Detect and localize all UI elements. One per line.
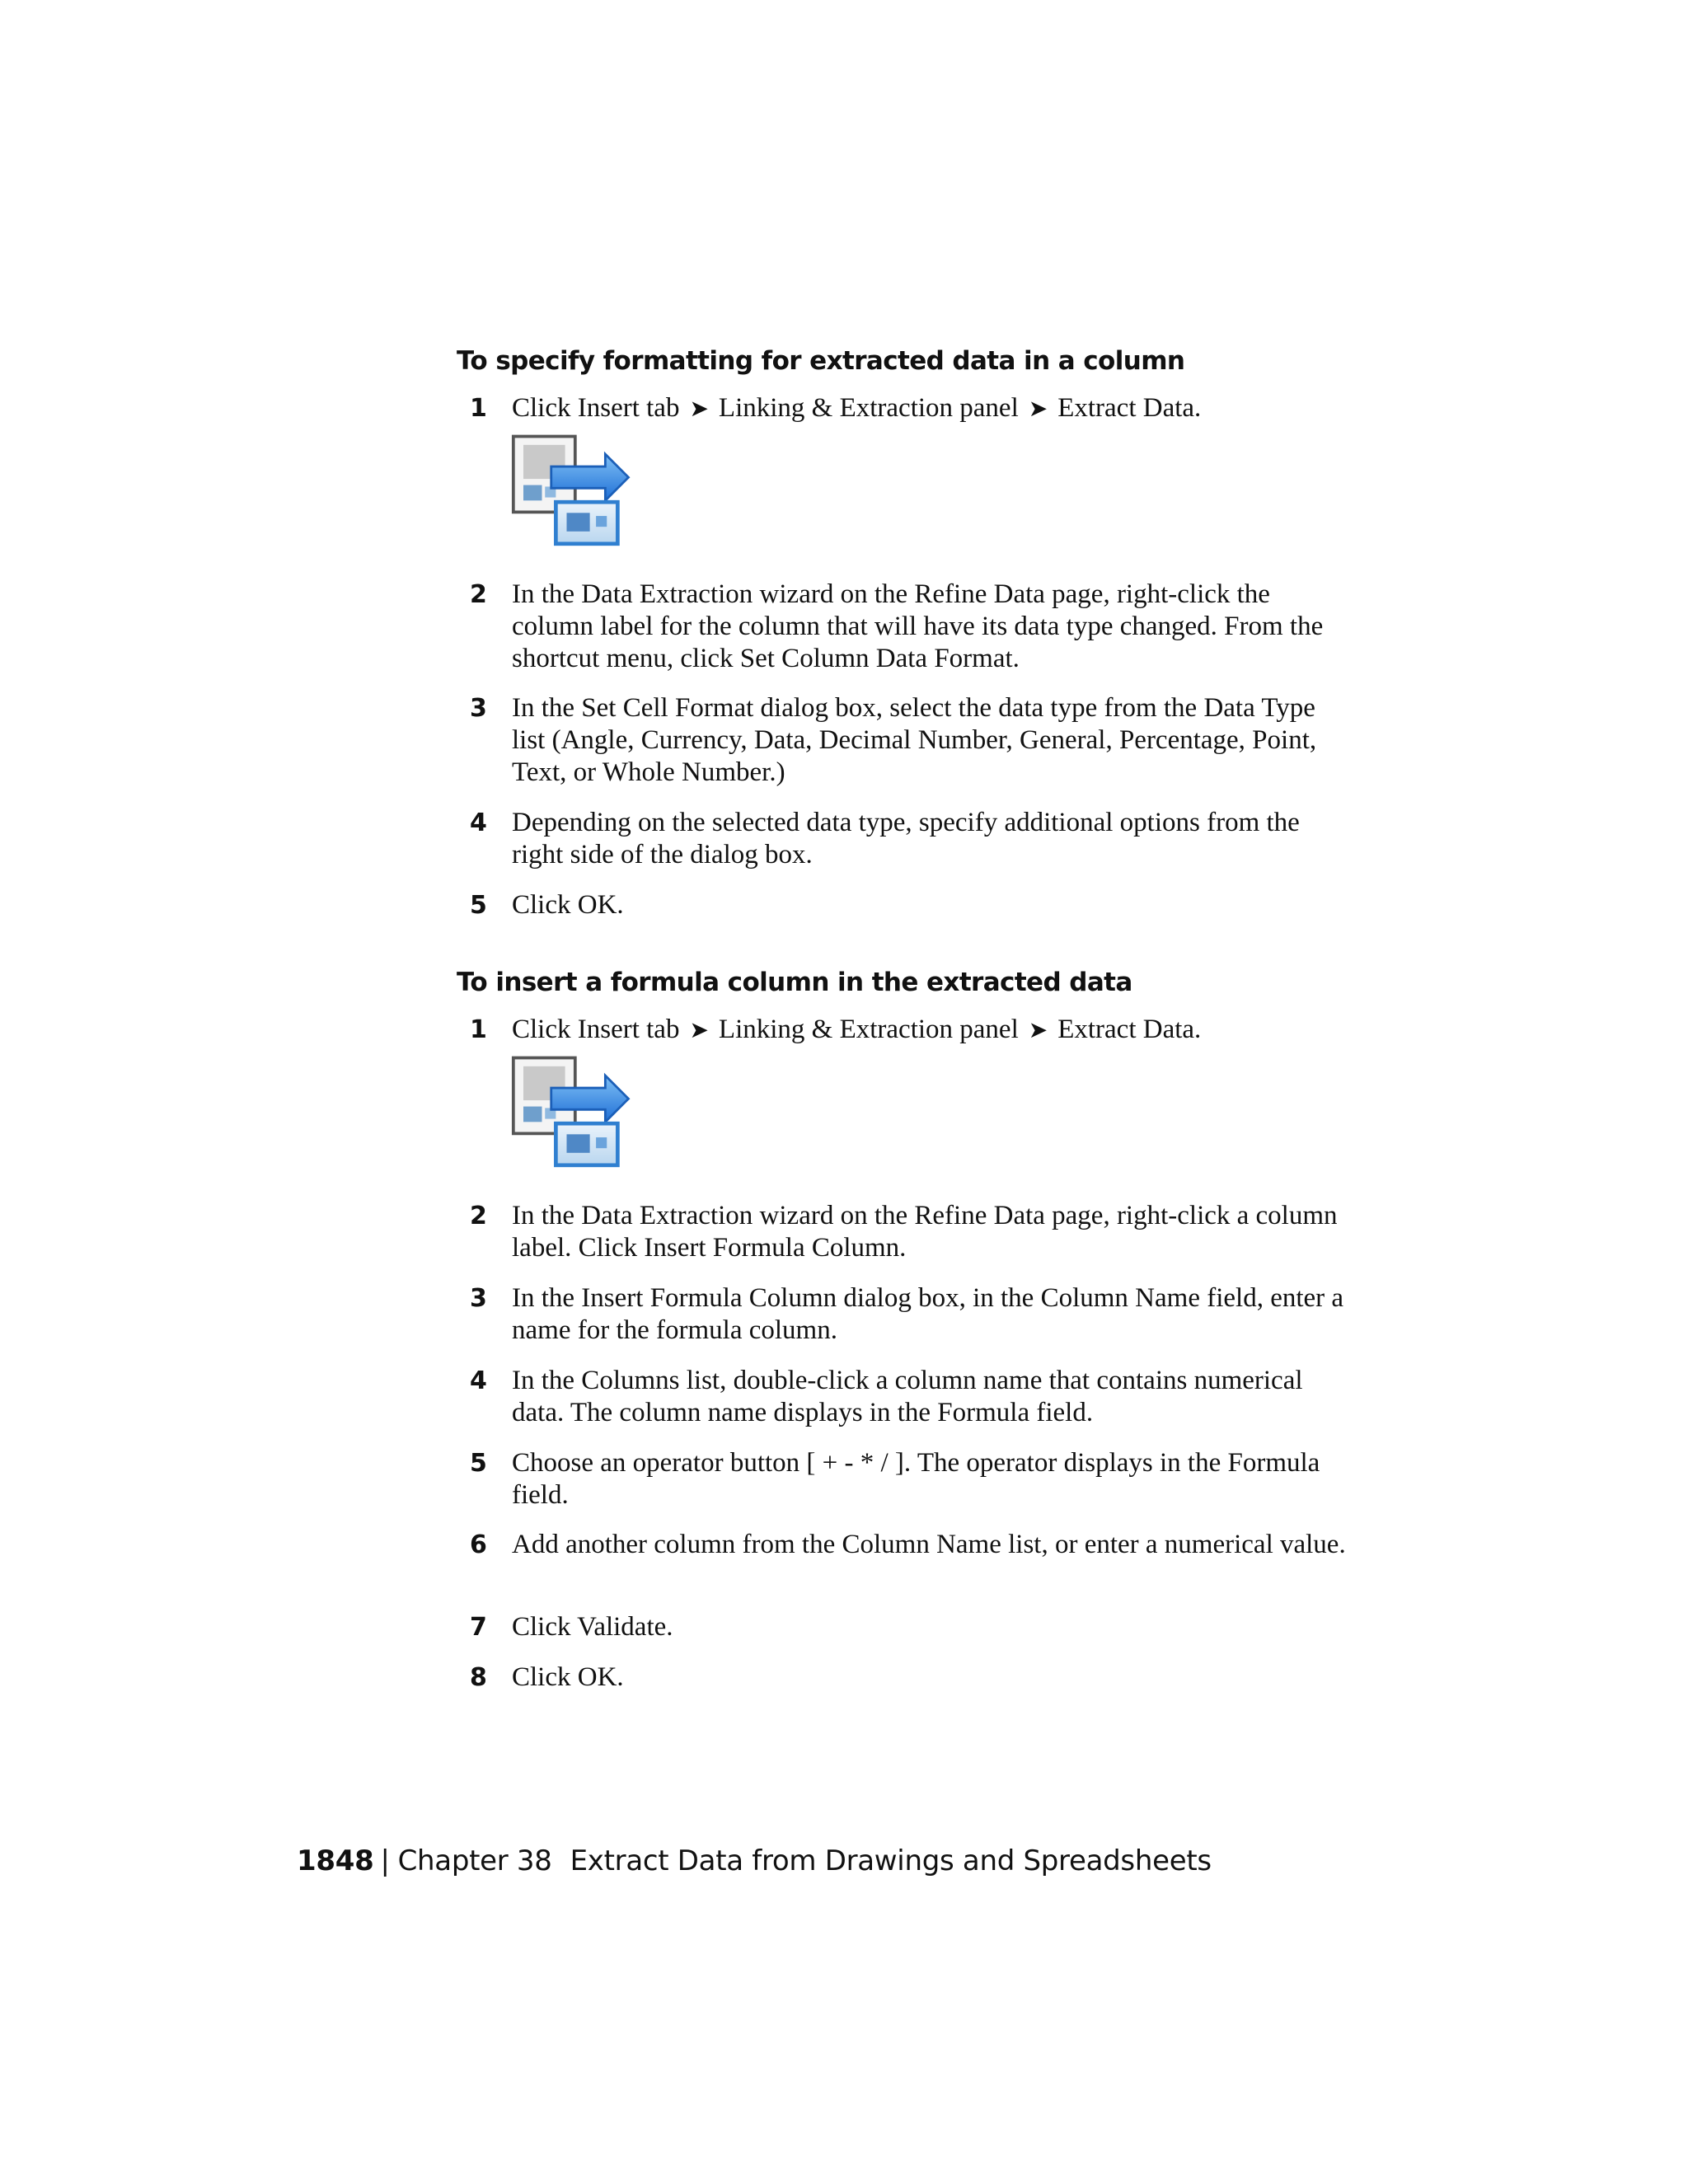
step-number: 3 [470,694,487,723]
step-text [512,1014,1352,1046]
arrow-icon: ➤ [1028,1016,1048,1043]
step-number: 2 [470,1202,487,1230]
step-number: 5 [470,891,487,920]
chapter-title: Extract Data from Drawings and Spreadsheets [570,1844,1212,1877]
step-text [512,392,1352,424]
menu-path-command: Extract Data. [1057,1015,1202,1044]
step-text: Depending on the selected data type, specify additional options from the right side of the dialog box. [512,808,1300,869]
footer-separator: | [380,1844,390,1877]
step-item [470,1611,1352,1643]
step-item [470,392,1352,424]
step-text: In the Set Cell Format dialog box, select the data type from the Data Type list (Angle, Currency, Data, Decimal Number, General, Percentage, Point, Text, or Whole Number.) [512,693,1317,787]
chapter-label: Chapter 38 [397,1844,552,1877]
step-number: 2 [470,580,487,609]
step-number: 5 [470,1449,487,1478]
menu-path-panel: Linking & Extraction panel [718,393,1019,423]
step-text: Click OK. [512,1662,624,1692]
step-item [470,889,1352,921]
menu-path-command: Extract Data. [1057,393,1202,423]
menu-path-panel: Linking & Extraction panel [718,1015,1019,1044]
step-item [470,1365,1352,1429]
step-item [470,807,1352,871]
step-item [470,1200,1352,1264]
arrow-icon: ➤ [689,395,709,422]
step-text: Click OK. [512,890,624,920]
step-number: 3 [470,1284,487,1313]
step-item [470,1661,1352,1694]
step-item [470,1447,1352,1511]
page-footer [297,1844,1212,1877]
section-heading: To insert a formula column in the extracted data [457,968,1132,997]
step-number: 8 [470,1663,487,1692]
step-item [470,1529,1352,1561]
step-number: 1 [470,1015,487,1044]
step-number: 4 [470,808,487,837]
step-number: 4 [470,1366,487,1395]
step-item [470,692,1352,789]
step-text: In the Columns list, double-click a column name that contains numerical data. The column name displays in the Formula field. [512,1366,1303,1427]
step-text: Add another column from the Column Name list, or enter a numerical value. [512,1530,1346,1559]
step-item [470,1282,1352,1347]
step-number: 1 [470,394,487,423]
menu-path-tab: Click Insert tab [512,393,680,423]
step-item [470,579,1352,675]
step-text: Click Validate. [512,1612,673,1642]
arrow-icon: ➤ [1028,395,1048,422]
extract-data-icon [511,430,635,554]
step-text: In the Data Extraction wizard on the Refine Data page, right-click the column label for the column that will have its data type changed. From the shortcut menu, click Set Column Data Format. [512,579,1324,673]
step-number: 6 [470,1530,487,1559]
menu-path-tab: Click Insert tab [512,1015,680,1044]
step-number: 7 [470,1613,487,1642]
step-text: In the Insert Formula Column dialog box, in the Column Name field, enter a name for the formula column. [512,1283,1344,1345]
page-number: 1848 [297,1844,374,1877]
section-heading: To specify formatting for extracted data in a column [457,346,1185,376]
step-text: Choose an operator button [ + - * / ]. The operator displays in the Formula field. [512,1448,1320,1510]
extract-data-icon [511,1052,635,1175]
step-item [470,1014,1352,1046]
arrow-icon: ➤ [689,1016,709,1043]
step-text: In the Data Extraction wizard on the Refine Data page, right-click a column label. Click Insert Formula Column. [512,1201,1338,1263]
